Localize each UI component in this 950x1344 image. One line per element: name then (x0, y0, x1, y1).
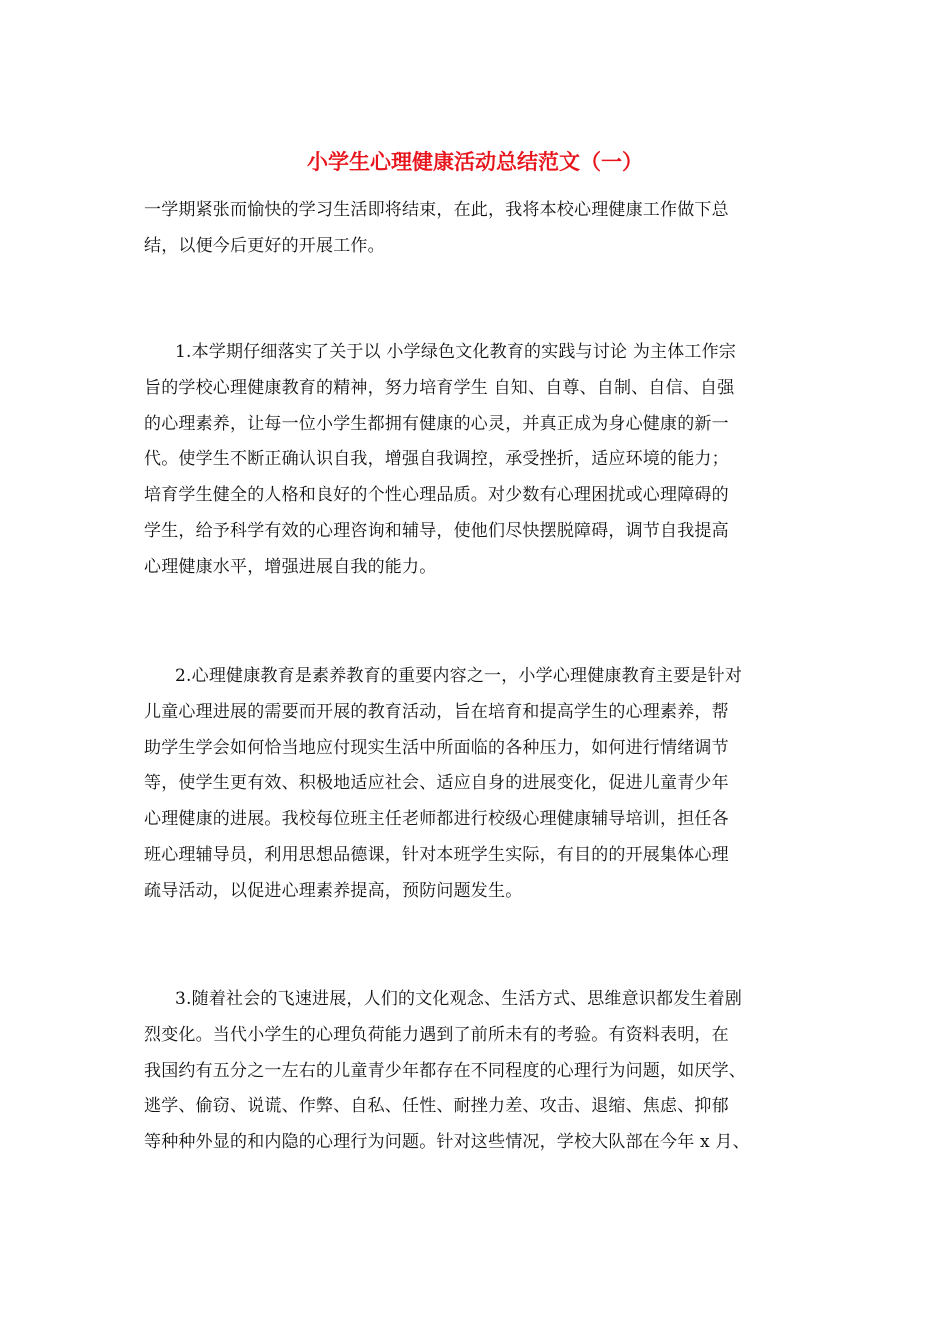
paragraph-line: 助学生学会如何恰当地应付现实生活中所面临的各种压力，如何进行情绪调节 (144, 737, 729, 758)
paragraph-line: 3.随着社会的飞速进展，人们的文化观念、生活方式、思维意识都发生着剧 (175, 989, 743, 1009)
paragraph-line: 代。使学生不断正确认识自我，增强自我调控，承受挫折，适应环境的能力； (144, 449, 729, 470)
paragraph-1 (144, 335, 814, 586)
paragraph-2 (144, 659, 814, 910)
paragraph-line: 我国约有五分之一左右的儿童青少年都存在不同程度的心理行为问题，如厌学、 (144, 1060, 746, 1081)
paragraph-line: 疏导活动，以促进心理素养提高，预防问题发生。 (144, 880, 523, 901)
paragraph-line: 2.心理健康教育是素养教育的重要内容之一，小学心理健康教育主要是针对 (175, 666, 743, 686)
paragraph-line: 心理健康水平，增强进展自我的能力。 (144, 556, 437, 577)
paragraph-line: 心理健康的进展。我校每位班主任老师都进行校级心理健康辅导培训，担任各 (144, 809, 729, 830)
paragraph-line: 等，使学生更有效、积极地适应社会、适应自身的进展变化，促进儿童青少年 (144, 773, 729, 794)
paragraph-line: 旨的学校心理健康教育的精神，努力培育学生 自知、自尊、自制、自信、自强 (144, 377, 735, 398)
paragraph-line: 班心理辅导员，利用思想品德课，针对本班学生实际，有目的的开展集体心理 (144, 844, 729, 865)
document-title: 小学生心理健康活动总结范文（一） (307, 149, 643, 174)
paragraph-line: 等种种外显的和内隐的心理行为问题。针对这些情况，学校大队部在今年 x 月、 (144, 1132, 750, 1153)
paragraph-line: 学生，给予科学有效的心理咨询和辅导，使他们尽快摆脱障碍，调节自我提高 (144, 520, 729, 541)
paragraph-line: 烈变化。当代小学生的心理负荷能力遇到了前所未有的考验。有资料表明，在 (144, 1024, 729, 1045)
paragraph-line: 儿童心理进展的需要而开展的教育活动，旨在培育和提高学生的心理素养，帮 (144, 701, 729, 722)
paragraph-3 (144, 982, 814, 1161)
paragraph-line: 逃学、偷窃、说谎、作弊、自私、任性、耐挫力差、攻击、退缩、焦虑、抑郁 (144, 1096, 729, 1117)
paragraph-line: 1.本学期仔细落实了关于以 小学绿色文化教育的实践与讨论 为主体工作宗 (175, 342, 737, 362)
intro-line: 结，以便今后更好的开展工作。 (144, 235, 385, 256)
paragraph-line: 的心理素养，让每一位小学生都拥有健康的心灵，并真正成为身心健康的新一 (144, 413, 729, 434)
paragraph-line: 培育学生健全的人格和良好的个性心理品质。对少数有心理困扰或心理障碍的 (144, 485, 729, 506)
intro-line: 一学期紧张而愉快的学习生活即将结束，在此，我将本校心理健康工作做下总 (144, 200, 729, 220)
intro-paragraph (144, 193, 814, 265)
